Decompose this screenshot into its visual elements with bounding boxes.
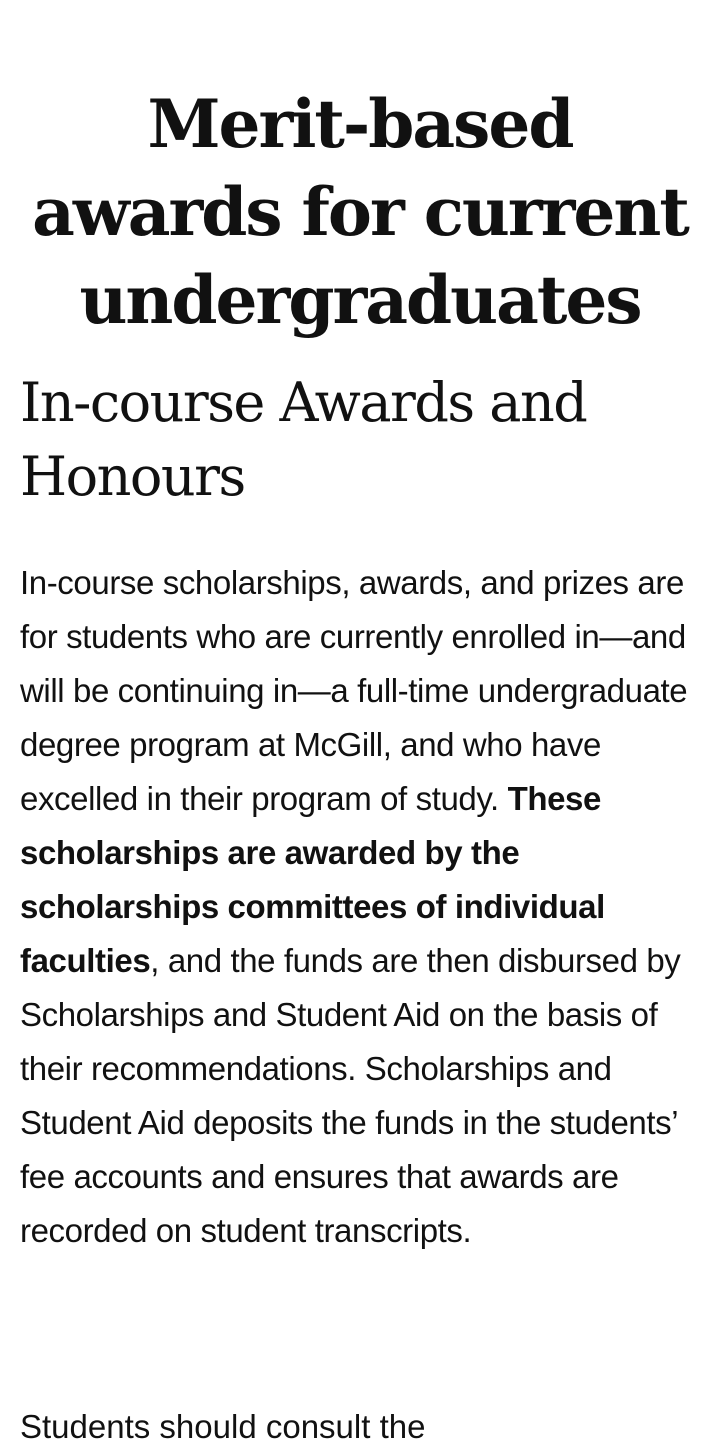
paragraph-intro: In-course scholarships, awards, and prizes are for students who are currently enrolled in—and will be continuing in—a full-time undergraduate degree program at McGill, and who have excelled in their program of study. [20, 564, 688, 817]
page-title: Merit-based awards for current undergraduates [32, 85, 688, 339]
section-heading: In-course Awards and Honours [20, 371, 587, 508]
next-paragraph: Students should consult the [20, 1408, 426, 1445]
paragraph-rest: , and the funds are then disbursed by Scholarships and Student Aid on the basis of their recommendations. Scholarships and Student Aid deposits the funds in the students’ fee accounts and ensures that awards are recorded on student transcripts. [20, 942, 681, 1249]
section-paragraph [20, 556, 705, 1258]
paragraph-emphasis: These scholarships are awarded by the scholarships committees of individual faculties [20, 780, 605, 979]
